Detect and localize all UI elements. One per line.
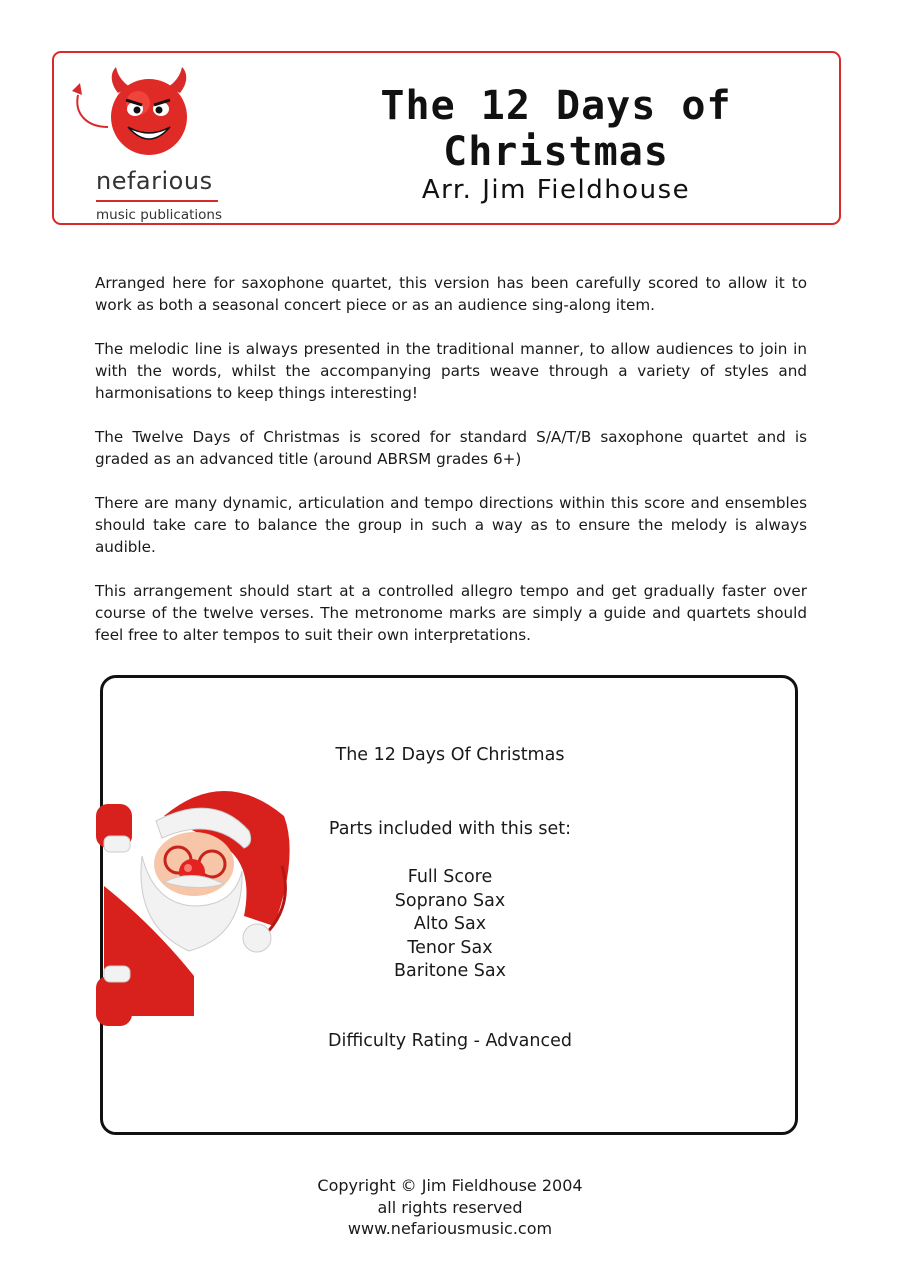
description-section <box>95 272 807 668</box>
footer <box>250 1175 650 1240</box>
description-paragraph: There are many dynamic, articulation and tempo directions within this score and ensembles should take care to balance the group in such a way as to ensure the melody is always audible. <box>95 494 807 556</box>
copyright-text: Copyright © Jim Fieldhouse 2004 <box>317 1176 583 1195</box>
description-paragraph: This arrangement should start at a controlled allegro tempo and get gradually faster over course of the twelve verses. The metronome marks are simply a guide and quartets should feel free to alter tempos to suit their own interpretations. <box>95 582 807 644</box>
arranger-credit: Arr. Jim Fieldhouse <box>421 175 691 205</box>
description-paragraph: The melodic line is always presented in the traditional manner, to allow audiences to join in with the words, whilst the accompanying parts weave through a variety of styles and harmonisations to keep things interesting! <box>95 340 807 402</box>
description-paragraph: Arranged here for saxophone quartet, this version has been carefully scored to allow it to work as both a seasonal concert piece or as an audience sing-along item. <box>95 274 807 314</box>
logo-divider <box>96 200 218 202</box>
list-item: Soprano Sax <box>394 890 506 911</box>
list-item: Alto Sax <box>413 914 487 934</box>
website-link[interactable]: www.nefariousmusic.com <box>347 1219 553 1238</box>
parts-list <box>230 866 670 984</box>
logo-subtitle: music publications <box>96 207 222 223</box>
info-title: The 12 Days Of Christmas <box>335 745 565 765</box>
list-item: Full Score <box>407 867 493 887</box>
nefarious-logo <box>68 65 228 223</box>
header-box <box>52 51 841 225</box>
list-item: Baritone Sax <box>394 961 506 981</box>
page-title: The 12 Days of Christmas <box>380 83 732 175</box>
parts-label: Parts included with this set: <box>328 819 572 839</box>
difficulty-rating: Difficulty Rating - Advanced <box>328 1031 572 1051</box>
rights-text: all rights reserved <box>377 1197 523 1217</box>
devil-mascot-icon <box>68 65 228 175</box>
logo-wordmark: nefarious <box>96 167 213 195</box>
description-paragraph: The Twelve Days of Christmas is scored for standard S/A/T/B saxophone quartet and is graded as an advanced title (around ABRSM grades 6+) <box>95 428 807 468</box>
list-item: Tenor Sax <box>407 937 493 958</box>
